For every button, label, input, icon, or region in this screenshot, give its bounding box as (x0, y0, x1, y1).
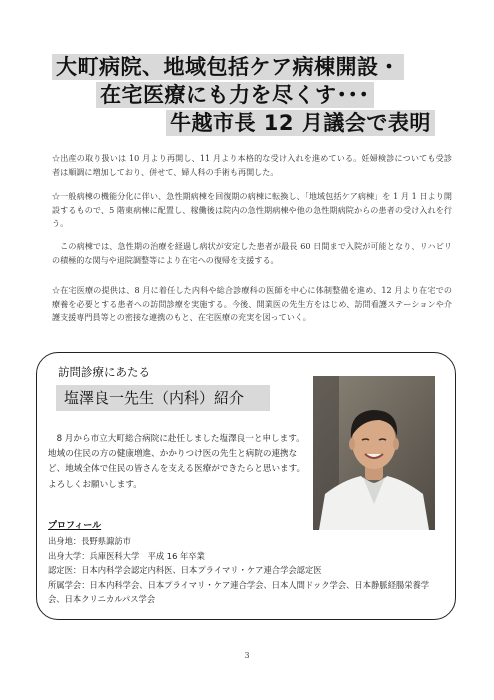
profile-university: 出身大学：兵庫医科大学 平成 16 年卒業 (48, 550, 205, 561)
headline-line-2: 在宅医療にも力を尽くす･･･ (96, 82, 374, 108)
profile-hometown: 出身地：長野県諏訪市 (48, 536, 131, 546)
box-title: 塩澤良一先生（内科）紹介 (56, 385, 270, 411)
profile-heading: プロフィール (48, 521, 102, 531)
paragraph-community-care-ward: ☆一般病棟の機能分化に伴い、急性期病棟を回復期の病棟に転換し、「地域包括ケア病棟」を 1 月 1 日より開設するもので、5 階東病棟に配置し、稼働後は院内の急性期病棟や他の急性期病院からの患者の受け入れを行う。 (52, 191, 452, 229)
paragraph-ward-details: この病棟では、急性期の治療を経過し病状が安定した患者が最長 60 日間まで入院が可能となり、リハビリの積極的な関与や退院調整等により在宅への復帰を支援する。 (52, 241, 452, 265)
profile-certifications: 認定医：日本内科学会認定内科医、日本プライマリ・ケア連合学会認定医 (48, 565, 322, 576)
paragraph-obstetrics: ☆出産の取り扱いは 10 月より再開し、11 月より本格的な受け入れを進めている。妊婦検診についても受診者は順調に増加しており、併せて、婦人科の手術も再開した。 (52, 153, 452, 177)
profile-societies: 所属学会：日本内科学会、日本プライマリ・ケア連合学会、日本人間ドック学会、日本静脈経腸栄養学会、日本クリニカルパス学会 (48, 579, 430, 605)
box-tag: 訪問診療にあたる (58, 365, 150, 379)
headline-line-1: 大町病院、地域包括ケア病棟開設・ (52, 54, 404, 80)
paragraph-home-care: ☆在宅医療の提供は、8 月に着任した内科や総合診療科の医師を中心に体制整備を進め、12 月より在宅での療養を必要とする患者への訪問診療を実施する。今後、開業医の先生方をはじめ、訪問看護ステーションや介護支援専門員等との密接な連携のもと、在宅医療の充実を図っていく。 (52, 285, 452, 323)
doctor-photo (313, 376, 435, 530)
headline-line-3: 牛越市長 12 月議会で表明 (166, 110, 435, 136)
profile-list (48, 534, 444, 607)
page-number: 3 (244, 651, 250, 660)
doctor-introduction: 8 月から市立大町総合病院に赴任しました塩澤良一と申します。地域の住民の方の健康増進、かかりつけ医の先生と病院の連携など、地域全体で住民の皆さんを支える医療ができたらと思います。よろしくお願いします。 (48, 434, 306, 490)
